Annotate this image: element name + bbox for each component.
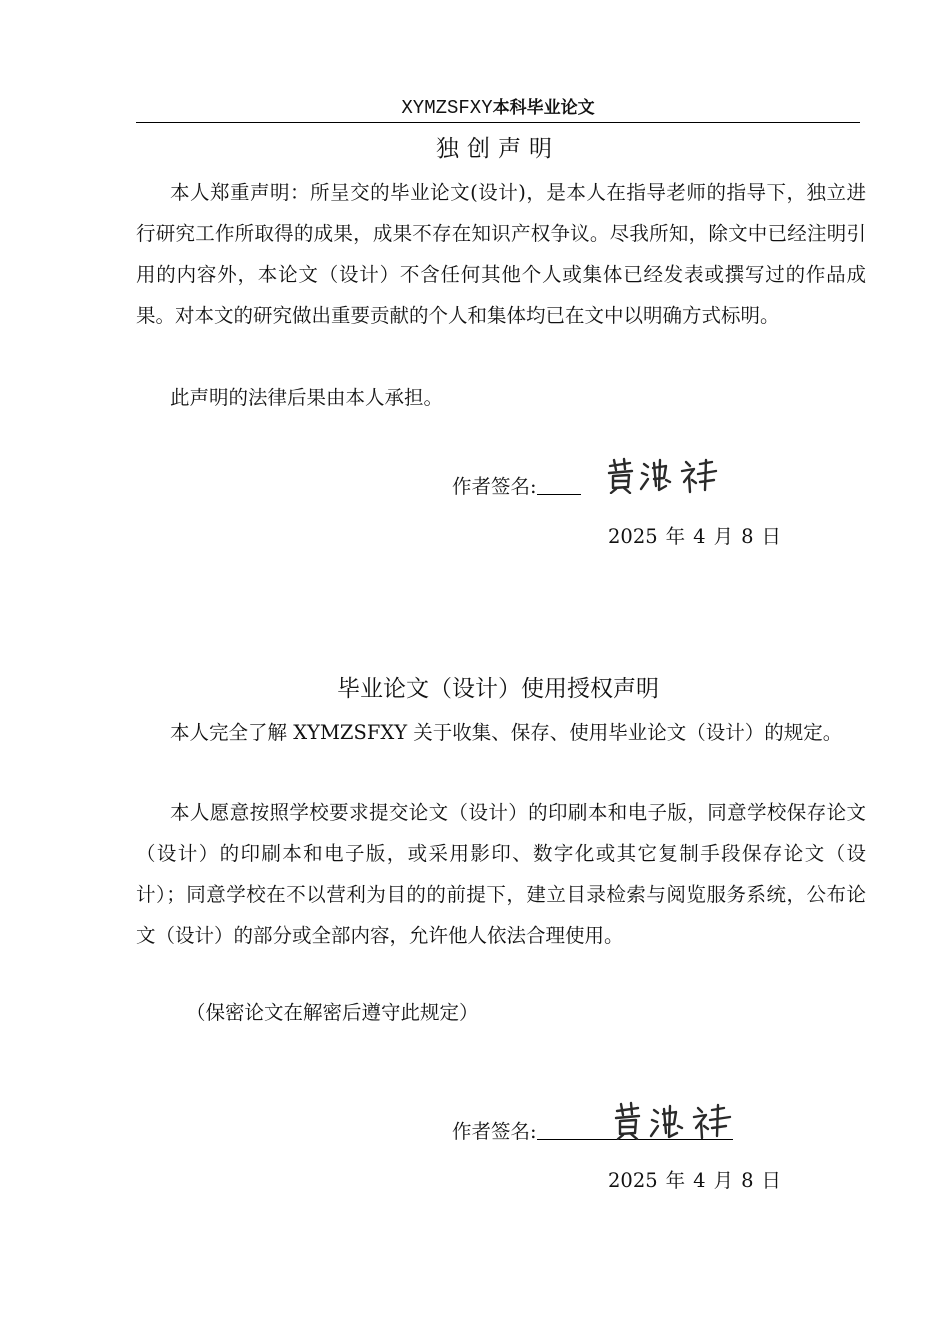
date-year: 2025 xyxy=(608,1169,658,1192)
header-doc-type: 本科毕业论文 xyxy=(492,98,595,118)
handwritten-signature-2 xyxy=(612,1100,736,1140)
date-year-unit: 年 xyxy=(665,1169,686,1192)
authorization-declaration-title: 毕业论文（设计）使用授权声明 xyxy=(337,676,659,702)
date-month: 4 xyxy=(693,1169,706,1192)
originality-paragraph: 本人郑重声明：所呈交的毕业论文(设计)，是本人在指导老师的指导下，独立进行研究工作所取得的成果，成果不存在知识产权争议。尽我所知，除文中已经注明引用的内容外，本论文（设计）不含任何其他个人或集体已经发表或撰写过的作品成果。对本文的研究做出重要贡献的个人和集体均已在文中以明确方式标明。 xyxy=(136,181,866,327)
date-month-unit: 月 xyxy=(713,1169,734,1192)
declaration-date-2 xyxy=(608,1166,789,1196)
declaration-date-1 xyxy=(608,522,789,552)
date-day: 8 xyxy=(741,525,754,548)
confidentiality-note: （保密论文在解密后遵守此规定） xyxy=(186,1001,479,1024)
signature-label: 作者签名: xyxy=(452,1120,537,1143)
date-day-unit: 日 xyxy=(761,525,782,548)
signature-blank xyxy=(537,474,581,495)
signature-label: 作者签名: xyxy=(452,475,537,498)
date-year-unit: 年 xyxy=(665,525,686,548)
authorization-paragraph-2: 本人愿意按照学校要求提交论文（设计）的印刷本和电子版，同意学校保存论文（设计）的印刷本和电子版，或采用影印、数字化或其它复制手段保存论文（设计）；同意学校在不以营利为目的的前提下，建立目录检索与阅览服务系统，公布论文（设计）的部分或全部内容，允许他人依法合理使用。 xyxy=(136,801,866,947)
handwritten-signature-1 xyxy=(604,456,722,494)
date-day-unit: 日 xyxy=(761,1169,782,1192)
date-month-unit: 月 xyxy=(713,525,734,548)
originality-declaration-title: 独创声明 xyxy=(436,136,560,162)
authorization-paragraph-1: 本人完全了解 XYMZSFXY 关于收集、保存、使用毕业论文（设计）的规定。 xyxy=(170,721,843,744)
author-signature-line-1 xyxy=(452,472,581,502)
date-year: 2025 xyxy=(608,525,658,548)
page-header xyxy=(136,92,860,123)
legal-consequence-paragraph: 此声明的法律后果由本人承担。 xyxy=(170,386,444,409)
header-school-code: XYMZSFXY xyxy=(401,97,493,119)
date-month: 4 xyxy=(693,525,706,548)
date-day: 8 xyxy=(741,1169,754,1192)
